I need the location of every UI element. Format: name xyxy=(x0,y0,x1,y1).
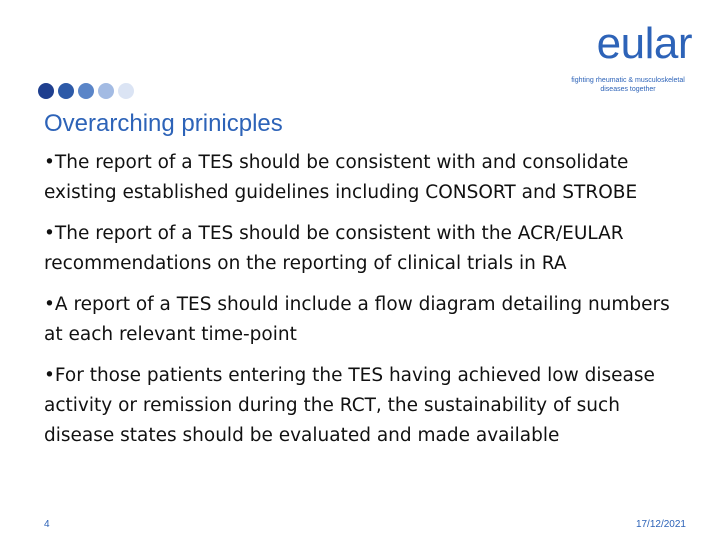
dot-4 xyxy=(98,83,114,99)
slide-title: Overarching prinicples xyxy=(44,110,283,137)
logo-wordmark: eular xyxy=(596,19,692,68)
page-number: 4 xyxy=(44,519,50,530)
dot-3 xyxy=(78,83,94,99)
bullet-item: •For those patients entering the TES having achieved low disease activity or remission during the RCT, the sustainability of such disease states should be evaluated and made available xyxy=(44,365,655,446)
bullet-item: •The report of a TES should be consistent with the ACR/EULAR recommendations on the reporting of clinical trials in RA xyxy=(44,223,624,274)
bullet-item: •The report of a TES should be consistent with and consolidate existing established guidelines including CONSORT and STROBE xyxy=(44,152,638,203)
bullet-item: •A report of a TES should include a flow diagram detailing numbers at each relevant time-point xyxy=(44,294,670,345)
eular-logo xyxy=(562,19,692,94)
dot-2 xyxy=(58,83,74,99)
dot-5 xyxy=(118,83,134,99)
slide-date: 17/12/2021 xyxy=(635,519,686,530)
logo-tagline: fighting rheumatic & musculoskeletal diseases together xyxy=(571,77,685,93)
decorative-dots xyxy=(38,83,134,99)
bullet-list xyxy=(44,148,694,462)
dot-1 xyxy=(38,83,54,99)
